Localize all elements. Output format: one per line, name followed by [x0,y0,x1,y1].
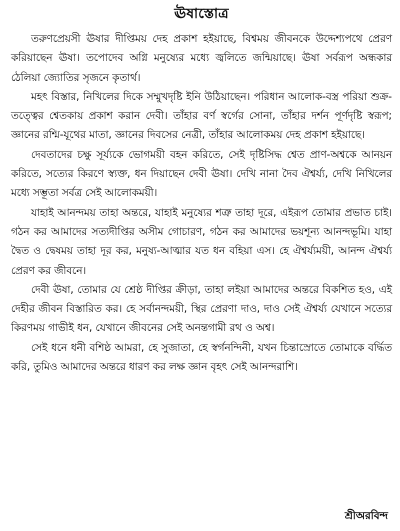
author-signature: শ্রীঅরবিন্দ [344,510,388,522]
paragraph-5: দেবী ঊষা, তোমার যে শ্রেষ্ঠ দীপ্তির ক্রীড়া, তাহা লইয়া আমাদের অন্তরে বিকশিত হও, এই দেহীর জীবন বিস্তারিত কর। হে সর্বানন্দময়ী, স্থির প্রেরণা দাও, দাও সেই ঐশ্বর্য্য যেখানে সত্যের কিরণময় গাভীই ধন, যেখানে জীবনের সেই অনন্তগামী রথ ও অশ্ব। [11,283,392,335]
paragraph-3: দেবতাদের চক্ষু সূর্য্যকে ভোগময়ী বহন করিতে, সেই দৃষ্টিসিদ্ধ শ্বেত প্রাণ-অশ্বকে আনয়ন করিতে, সত্যের কিরণে স্ব্যক্ত, ধন দিয়াছেন দেবী ঊষা। দেখি নানা দৈব ঐশ্বর্য্য, দেখি নিখিলের মধ্যে সম্ভূতা সর্বত্র সেই আলোকময়ী। [11,148,392,200]
paragraph-4: যাহাই আনন্দময় তাহা অন্তরে, যাহাই মনুষ্যের শত্রু তাহা দূরে, এইরূপ তোমার প্রভাত চাই। গঠন কর আমাদের সত্যদীপ্তির অসীম গোচারণ, গঠন কর আমাদের ভয়শূন্য আনন্দভূমি। যাহা দ্বৈত ও দ্বেষময় তাহা দূর কর, মনুষ্য-আত্মার যত ধন বহিয়া এস। হে ঐশ্বর্য্যময়ী, আনন্দ ঐশ্বর্য্য প্রেরণ কর জীবনে। [11,206,392,277]
hymn-body [11,30,392,377]
paragraph-2: মহৎ বিস্তার, নিখিলের দিকে সম্মুখদৃষ্টি ইনি উঠিয়াছেন। পরিধান আলোক-বস্ত্র পরিয়া শুক্র-তত্ত্বের শ্বেতকায় প্রকাশ করান দেবী। তাঁহার বর্ণ স্বর্গের সোনা, তাঁহার দর্শন পূর্ণদৃষ্টি স্বরূপ; জ্ঞানের রশ্মি-যূথের মাতা, জ্ঞানের দিবসের নেত্রী, তাঁহার আলোকময় দেহ প্রকাশ হইয়াছে। [11,90,392,142]
page-title: ঊষাস্তোত্র [174,6,229,22]
paragraph-1: তরুণপ্রেয়সী ঊষার দীপ্তিময় দেহ প্রকাশ হইয়াছে, বিশ্বময় জীবনকে উদ্দেশ্যপথে প্রেরণ করিয়াছেন ঊষা। তপোদেব অগ্নি মনুষ্যের মধ্যে জ্বলিতে জন্মিয়াছে। ঊষা সর্বরূপ অন্ধকার ঠেলিয়া জ্যোতির সৃজনে কৃতার্থ। [11,33,392,84]
paragraph-6: সেই ধনে ধনী বশিষ্ঠ আমরা, হে সুজাতা, হে স্বর্গনন্দিনী, যখন চিন্তাস্রোতে তোমাকে বর্দ্ধিত করি, তুমিও আমাদের অন্তরে ধারণ কর লক্ষ জ্ঞান বৃহৎ সেই আনন্দরাশি। [11,341,392,374]
